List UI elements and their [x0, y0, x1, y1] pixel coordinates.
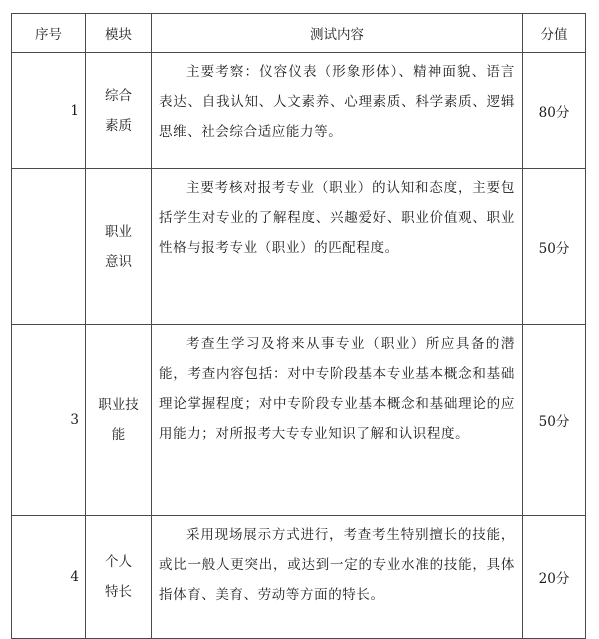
- module-line: 素质: [105, 117, 132, 134]
- row-score: 50分: [523, 325, 586, 516]
- module-line: 综合: [105, 87, 132, 104]
- row-content: [152, 53, 523, 169]
- assessment-table: [11, 13, 586, 639]
- content-text: 采用现场展示方式进行，考查考生特别擅长的技能，或比一般人更突出，或达到一定的专业水准的技能，具体指体育、美育、劳动等方面的特长。: [159, 527, 515, 603]
- content-text: 考查生学习及将来从事专业（职业）所应具备的潜能，考查内容包括：对中专阶段基本专业基本概念和基础理论掌握程度；对中专阶段专业基本概念和基础理论的应用能力；对所报考大专专业知识了解和认识程度。: [159, 336, 515, 442]
- row-module: [86, 169, 152, 325]
- header-module: 模块: [86, 14, 152, 53]
- row-number: 1: [12, 53, 86, 169]
- row-score: 50分: [523, 169, 586, 325]
- header-score: 分值: [523, 14, 586, 53]
- row-score: 20分: [523, 516, 586, 639]
- module-line: 能: [111, 427, 126, 443]
- table-row: [12, 169, 586, 325]
- table-header-row: [12, 14, 586, 53]
- module-line: 个人: [105, 554, 132, 570]
- module-line: 特长: [105, 584, 132, 600]
- row-content: [152, 169, 523, 325]
- module-line: 意识: [105, 253, 132, 270]
- table-row: [12, 516, 586, 639]
- header-content: 测试内容: [152, 14, 523, 53]
- table-row: [12, 325, 586, 516]
- row-number: 4: [12, 516, 86, 639]
- table-row: [12, 53, 586, 169]
- row-content: [152, 325, 523, 516]
- module-line: 职业: [105, 223, 132, 240]
- content-text: 主要考察：仪容仪表（形象形体）、精神面貌、语言表达、自我认知、人文素养、心理素质、科学素质、逻辑思维、社会综合适应能力等。: [159, 64, 515, 140]
- row-number: [12, 169, 86, 325]
- row-score: 80分: [523, 53, 586, 169]
- header-no: 序号: [12, 14, 86, 53]
- module-line: 职业技: [98, 397, 139, 413]
- content-text: 主要考核对报考专业（职业）的认知和态度，主要包括学生对专业的了解程度、兴趣爱好、职业价值观、职业性格与报考专业（职业）的匹配程度。: [159, 180, 515, 256]
- row-number: 3: [12, 325, 86, 516]
- row-module: [86, 325, 152, 516]
- row-module: [86, 53, 152, 169]
- row-content: [152, 516, 523, 639]
- row-module: [86, 516, 152, 639]
